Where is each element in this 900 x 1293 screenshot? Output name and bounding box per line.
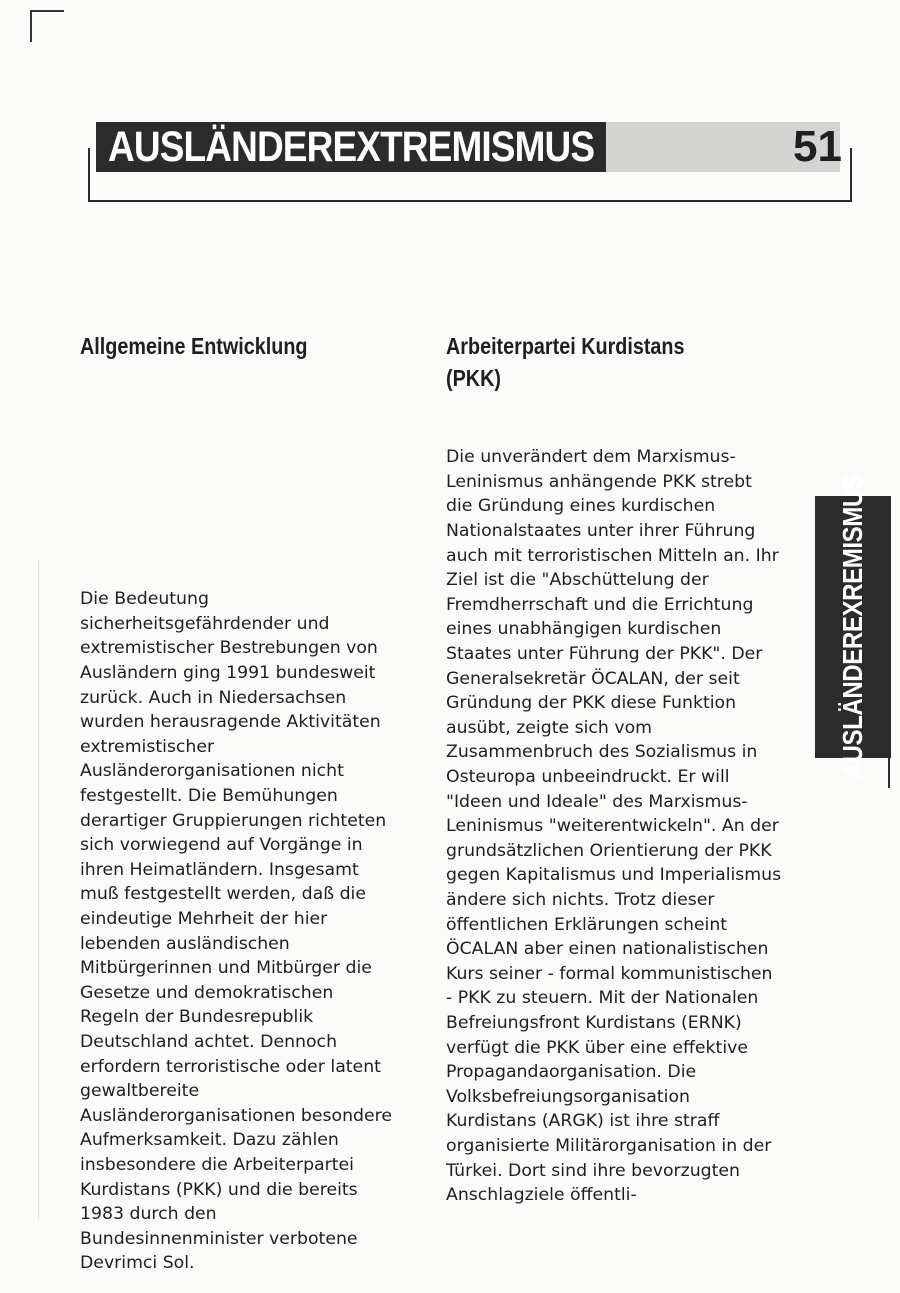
right-paragraph: Die unverändert dem Marxismus-Leninismus anhängende PKK strebt die Gründung eines kurdischen Nationalstaates unter ihrer Führung auch mit terroristischen Mitteln an. Ihr Ziel ist die "Abschüttelung der Fremdherrschaft und die Errichtung eines unabhängigen kurdischen Staates unter Führung der PKK". Der Generalsekretär ÖCALAN, der seit Gründung der PKK diese Funktion ausübt, zeigte sich vom Zusammenbruch des Sozialismus in Osteuropa unbeeindruckt. Er will "Ideen und Ideale" des Marxismus-Leninismus "weiterentwickeln". An der grundsätzlichen Orientierung der PKK gegen Kapitalismus und Imperialismus ändere sich nichts. Trotz dieser öffentlichen Erklärungen scheint ÖCALAN aber einen nationalistischen Kurs seiner - formal kommunistischen - PKK zu steuern. Mit der Nationalen Befreiungsfront Kurdistans (ERNK) verfügt die PKK über eine effektive Propagandaorganisation. Die Volksbefreiungsorganisation Kurdistans (ARGK) ist ihre straff organisierte Militärorganisation in der Türkei. Dort sind ihre bevorzugten Anschlagziele öffentli- — [446, 447, 782, 1206]
right-heading-line1: Arbeiterpartei Kurdistans — [446, 333, 685, 359]
header-title: AUSLÄNDEREXTREMISMUS — [96, 122, 606, 172]
right-heading-line2: (PKK) — [446, 365, 501, 391]
page-gutter-line — [38, 560, 39, 1220]
page-header — [88, 120, 852, 202]
side-tab-line — [888, 758, 890, 788]
left-body — [80, 570, 392, 1293]
right-column — [446, 330, 780, 394]
crop-mark-vertical — [30, 10, 32, 42]
left-heading: Allgemeine Entwicklung — [80, 333, 308, 359]
left-paragraph: Die Bedeutung sicherheitsgefährdender und extremistischer Bestrebungen von Ausländern ging 1991 bundesweit zurück. Auch in Niedersachsen wurden herausragende Aktivitäten extremistischer Ausländerorganisationen nicht festgestellt. Die Bemühungen derartiger Gruppierungen richteten sich vorwiegend auf Vorgänge in ihren Heimatländern. Insgesamt muß festgestellt werden, daß die eindeutige Mehrheit der hier lebenden ausländischen Mitbürgerinnen und Mitbürger die Gesetze und demokratischen Regeln der Bundesrepublik Deutschland achtet. Dennoch erfordern terroristische oder latent gewaltbereite Ausländerorganisationen besondere Aufmerksamkeit. Dazu zählen insbesondere die Arbeiterpartei Kurdistans (PKK) und die bereits 1983 durch den Bundesinnenminister verbotene Devrimci Sol. — [80, 589, 392, 1274]
crop-mark-horizontal — [30, 10, 64, 12]
page-number: 51 — [793, 122, 842, 171]
side-tab-label: AUSLÄNDEREXREMISMUS — [837, 474, 868, 780]
side-tab — [815, 474, 891, 780]
left-column — [80, 330, 390, 362]
right-body — [446, 428, 782, 1225]
